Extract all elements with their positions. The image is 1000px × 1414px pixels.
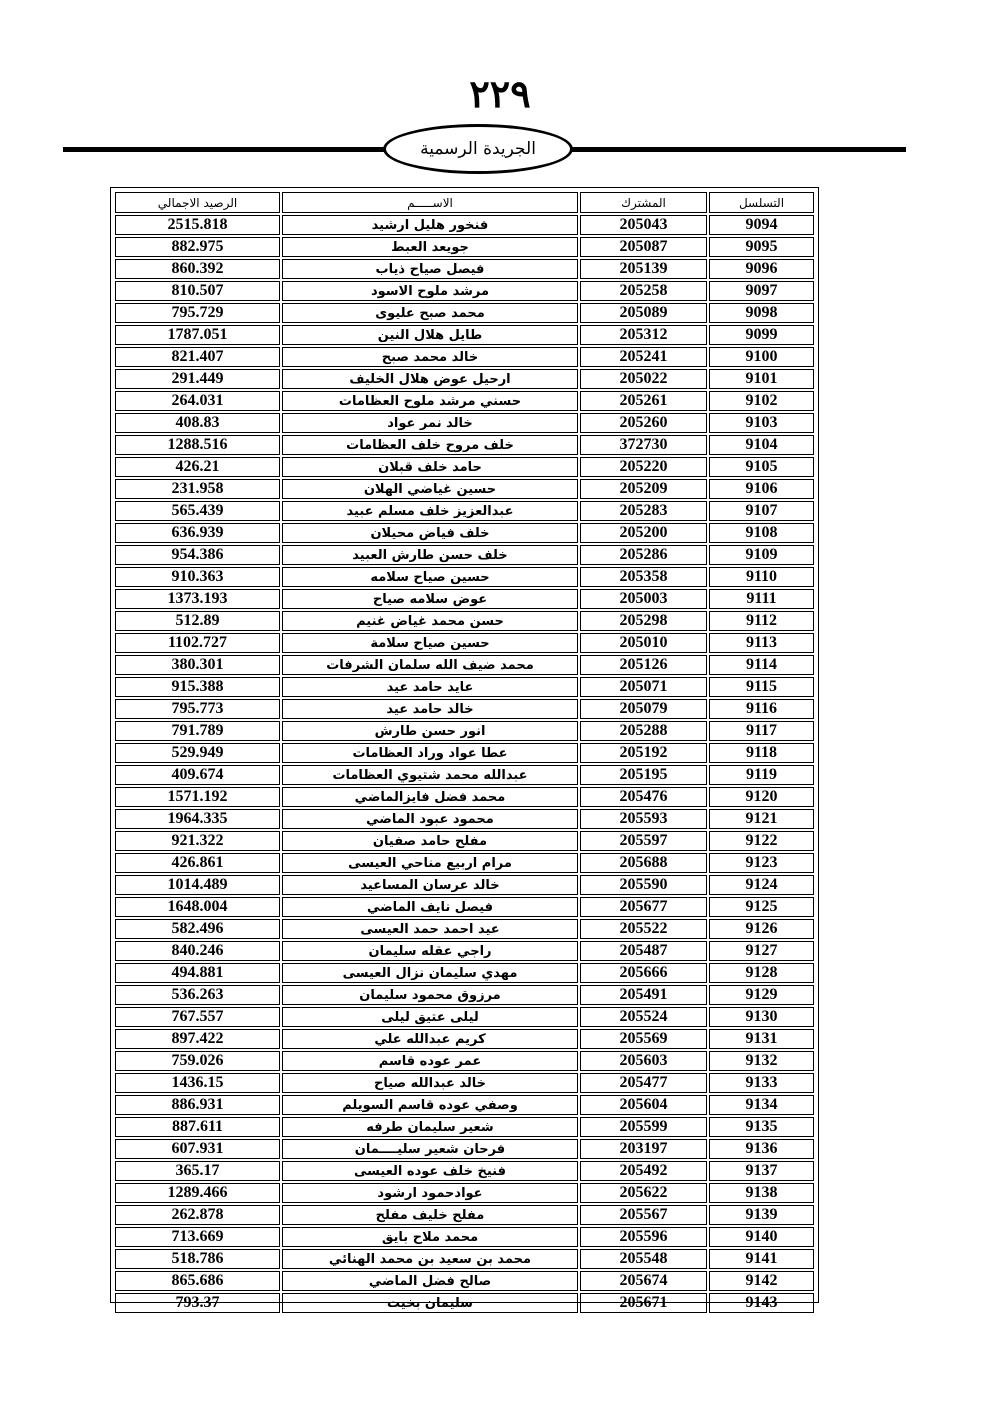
balance-cell: 582.496 xyxy=(115,919,280,939)
subscriber-cell: 205603 xyxy=(580,1051,707,1071)
table-row xyxy=(115,215,814,235)
table-row xyxy=(115,765,814,785)
serial-cell: 9138 xyxy=(709,1183,814,1203)
serial-cell: 9110 xyxy=(709,567,814,587)
balance-cell: 954.386 xyxy=(115,545,280,565)
name-cell: راجي عقله سليمان xyxy=(282,941,578,961)
subscriber-cell: 205126 xyxy=(580,655,707,675)
serial-cell: 9098 xyxy=(709,303,814,323)
subscriber-cell: 205477 xyxy=(580,1073,707,1093)
balance-cell: 897.422 xyxy=(115,1029,280,1049)
balance-cell: 791.789 xyxy=(115,721,280,741)
subscriber-cell: 205022 xyxy=(580,369,707,389)
subscriber-cell: 205666 xyxy=(580,963,707,983)
serial-cell: 9129 xyxy=(709,985,814,1005)
table-body xyxy=(115,215,814,1313)
balance-cell: 1014.489 xyxy=(115,875,280,895)
balance-cell: 607.931 xyxy=(115,1139,280,1159)
balance-cell: 1289.466 xyxy=(115,1183,280,1203)
table-row xyxy=(115,413,814,433)
name-cell: عوض سلامه صياح xyxy=(282,589,578,609)
subscriber-cell: 205593 xyxy=(580,809,707,829)
serial-cell: 9099 xyxy=(709,325,814,345)
table-row xyxy=(115,1117,814,1137)
subscriber-cell: 205200 xyxy=(580,523,707,543)
name-cell: عبدالله محمد شتيوي العظامات xyxy=(282,765,578,785)
subscriber-cell: 205192 xyxy=(580,743,707,763)
subscriber-cell: 205087 xyxy=(580,237,707,257)
serial-cell: 9103 xyxy=(709,413,814,433)
column-header-balance: الرصيد الاجمالي xyxy=(115,192,280,213)
table-row xyxy=(115,721,814,741)
name-cell: مرزوق محمود سليمان xyxy=(282,985,578,1005)
serial-cell: 9102 xyxy=(709,391,814,411)
subscriber-cell: 205548 xyxy=(580,1249,707,1269)
serial-cell: 9118 xyxy=(709,743,814,763)
serial-cell: 9095 xyxy=(709,237,814,257)
subscriber-cell: 205195 xyxy=(580,765,707,785)
serial-cell: 9120 xyxy=(709,787,814,807)
name-cell: طايل هلال النين xyxy=(282,325,578,345)
table-row xyxy=(115,677,814,697)
balance-cell: 887.611 xyxy=(115,1117,280,1137)
balance-cell: 426.21 xyxy=(115,457,280,477)
table-row xyxy=(115,1139,814,1159)
balance-cell: 759.026 xyxy=(115,1051,280,1071)
serial-cell: 9112 xyxy=(709,611,814,631)
serial-cell: 9136 xyxy=(709,1139,814,1159)
balance-cell: 795.729 xyxy=(115,303,280,323)
name-cell: فيصل نايف الماضي xyxy=(282,897,578,917)
name-cell: جويعد العبط xyxy=(282,237,578,257)
balance-cell: 1648.004 xyxy=(115,897,280,917)
serial-cell: 9114 xyxy=(709,655,814,675)
serial-cell: 9134 xyxy=(709,1095,814,1115)
serial-cell: 9111 xyxy=(709,589,814,609)
subscriber-cell: 203197 xyxy=(580,1139,707,1159)
subscriber-cell: 205604 xyxy=(580,1095,707,1115)
subscriber-cell: 205288 xyxy=(580,721,707,741)
subscriber-cell: 205599 xyxy=(580,1117,707,1137)
balance-cell: 426.861 xyxy=(115,853,280,873)
name-cell: كريم عبدالله علي xyxy=(282,1029,578,1049)
table-row xyxy=(115,567,814,587)
table-row xyxy=(115,1227,814,1247)
subscriber-cell: 205089 xyxy=(580,303,707,323)
table-row xyxy=(115,655,814,675)
serial-cell: 9135 xyxy=(709,1117,814,1137)
subscriber-cell: 205043 xyxy=(580,215,707,235)
balance-cell: 262.878 xyxy=(115,1205,280,1225)
name-cell: فنيخ خلف عوده العيسى xyxy=(282,1161,578,1181)
subscriber-cell: 205220 xyxy=(580,457,707,477)
balance-cell: 1102.727 xyxy=(115,633,280,653)
name-cell: مفلح خليف مفلح xyxy=(282,1205,578,1225)
table-row xyxy=(115,1249,814,1269)
subscriber-cell: 205677 xyxy=(580,897,707,917)
balance-cell: 865.686 xyxy=(115,1271,280,1291)
name-cell: فرحان شعير سليــــمان xyxy=(282,1139,578,1159)
name-cell: مفلح حامد صفيان xyxy=(282,831,578,851)
subscriber-cell: 205071 xyxy=(580,677,707,697)
table-row xyxy=(115,787,814,807)
subscriber-cell: 205261 xyxy=(580,391,707,411)
subscriber-cell: 205298 xyxy=(580,611,707,631)
table-row xyxy=(115,435,814,455)
table-row xyxy=(115,281,814,301)
name-cell: فيصل صياح ذياب xyxy=(282,259,578,279)
name-cell: مرشد ملوح الاسود xyxy=(282,281,578,301)
balance-cell: 264.031 xyxy=(115,391,280,411)
table-row xyxy=(115,1095,814,1115)
serial-cell: 9100 xyxy=(709,347,814,367)
page-number: ٢٢٩ xyxy=(469,71,531,116)
table-row xyxy=(115,589,814,609)
table-row xyxy=(115,347,814,367)
table-row xyxy=(115,897,814,917)
name-cell: حسين غياضي الهلان xyxy=(282,479,578,499)
table-row xyxy=(115,1051,814,1071)
name-cell: مرام اربيع مناحي العيسى xyxy=(282,853,578,873)
subscriber-cell: 205258 xyxy=(580,281,707,301)
name-cell: وصفي عوده قاسم السويلم xyxy=(282,1095,578,1115)
balance-cell: 2515.818 xyxy=(115,215,280,235)
balance-cell: 767.557 xyxy=(115,1007,280,1027)
table-row xyxy=(115,831,814,851)
name-cell: خلف مروح خلف العظامات xyxy=(282,435,578,455)
table-row xyxy=(115,699,814,719)
balance-cell: 365.17 xyxy=(115,1161,280,1181)
name-cell: محمد ملاح بايق xyxy=(282,1227,578,1247)
subscriber-balance-table xyxy=(113,190,816,1315)
subscriber-cell: 205079 xyxy=(580,699,707,719)
balance-cell: 921.322 xyxy=(115,831,280,851)
name-cell: ليلى عتيق ليلى xyxy=(282,1007,578,1027)
balance-cell: 840.246 xyxy=(115,941,280,961)
subscriber-cell: 205569 xyxy=(580,1029,707,1049)
name-cell: عطا عواد وراد العظامات xyxy=(282,743,578,763)
name-cell: صالح فضل الماضي xyxy=(282,1271,578,1291)
table-row xyxy=(115,1073,814,1093)
serial-cell: 9137 xyxy=(709,1161,814,1181)
balance-cell: 231.958 xyxy=(115,479,280,499)
subscriber-cell: 205674 xyxy=(580,1271,707,1291)
serial-cell: 9131 xyxy=(709,1029,814,1049)
name-cell: خالد محمد صبح xyxy=(282,347,578,367)
serial-cell: 9133 xyxy=(709,1073,814,1093)
subscriber-cell: 205622 xyxy=(580,1183,707,1203)
subscriber-cell: 205283 xyxy=(580,501,707,521)
table-row xyxy=(115,369,814,389)
subscriber-cell: 205487 xyxy=(580,941,707,961)
serial-cell: 9108 xyxy=(709,523,814,543)
serial-cell: 9104 xyxy=(709,435,814,455)
table-row xyxy=(115,611,814,631)
publication-title: الجريدة الرسمية xyxy=(420,139,536,159)
name-cell: خالد حامد عيد xyxy=(282,699,578,719)
name-cell: خلف حسن طارش العبيد xyxy=(282,545,578,565)
balance-cell: 1436.15 xyxy=(115,1073,280,1093)
serial-cell: 9119 xyxy=(709,765,814,785)
subscriber-cell: 205522 xyxy=(580,919,707,939)
serial-cell: 9143 xyxy=(709,1293,814,1313)
name-cell: انور حسن طارش xyxy=(282,721,578,741)
serial-cell: 9106 xyxy=(709,479,814,499)
balance-cell: 882.975 xyxy=(115,237,280,257)
name-cell: فنخور هليل ارشيد xyxy=(282,215,578,235)
serial-cell: 9142 xyxy=(709,1271,814,1291)
serial-cell: 9126 xyxy=(709,919,814,939)
balance-cell: 408.83 xyxy=(115,413,280,433)
table-row xyxy=(115,963,814,983)
subscriber-cell: 205139 xyxy=(580,259,707,279)
serial-cell: 9101 xyxy=(709,369,814,389)
table-row xyxy=(115,259,814,279)
balance-cell: 915.388 xyxy=(115,677,280,697)
subscriber-cell: 205590 xyxy=(580,875,707,895)
table-row xyxy=(115,919,814,939)
balance-cell: 518.786 xyxy=(115,1249,280,1269)
table-row xyxy=(115,853,814,873)
table-row xyxy=(115,479,814,499)
table-row xyxy=(115,1029,814,1049)
name-cell: خالد عرسان المساعيد xyxy=(282,875,578,895)
balance-cell: 494.881 xyxy=(115,963,280,983)
balance-cell: 636.939 xyxy=(115,523,280,543)
serial-cell: 9116 xyxy=(709,699,814,719)
table-row xyxy=(115,501,814,521)
table-row xyxy=(115,303,814,323)
subscriber-cell: 205524 xyxy=(580,1007,707,1027)
serial-cell: 9127 xyxy=(709,941,814,961)
subscriber-cell: 205596 xyxy=(580,1227,707,1247)
name-cell: محمد صبح عليوى xyxy=(282,303,578,323)
balance-cell: 529.949 xyxy=(115,743,280,763)
table-row xyxy=(115,1205,814,1225)
serial-cell: 9121 xyxy=(709,809,814,829)
balance-cell: 886.931 xyxy=(115,1095,280,1115)
name-cell: حسن محمد غياض غنيم xyxy=(282,611,578,631)
name-cell: عبدالعزيز خلف مسلم عبيد xyxy=(282,501,578,521)
table-row xyxy=(115,325,814,345)
table-row xyxy=(115,1183,814,1203)
publication-title-badge xyxy=(383,124,573,174)
name-cell: حسني مرشد ملوح العظامات xyxy=(282,391,578,411)
name-cell: خلف فياض محيلان xyxy=(282,523,578,543)
name-cell: عمر عوده قاسم xyxy=(282,1051,578,1071)
serial-cell: 9097 xyxy=(709,281,814,301)
balance-cell: 565.439 xyxy=(115,501,280,521)
serial-cell: 9123 xyxy=(709,853,814,873)
subscriber-cell: 205010 xyxy=(580,633,707,653)
balance-cell: 910.363 xyxy=(115,567,280,587)
subscriber-cell: 205286 xyxy=(580,545,707,565)
name-cell: محمد بن سعيد بن محمد الهنائي xyxy=(282,1249,578,1269)
column-header-subscriber: المشترك xyxy=(580,192,707,213)
subscriber-cell: 372730 xyxy=(580,435,707,455)
name-cell: شعير سليمان طرفه xyxy=(282,1117,578,1137)
serial-cell: 9140 xyxy=(709,1227,814,1247)
table-row xyxy=(115,743,814,763)
name-cell: سليمان بخيت xyxy=(282,1293,578,1313)
subscriber-cell: 205492 xyxy=(580,1161,707,1181)
name-cell: ارحيل عوض هلال الخليف xyxy=(282,369,578,389)
serial-cell: 9125 xyxy=(709,897,814,917)
subscriber-cell: 205671 xyxy=(580,1293,707,1313)
subscriber-cell: 205241 xyxy=(580,347,707,367)
name-cell: حامد خلف قبلان xyxy=(282,457,578,477)
subscriber-cell: 205491 xyxy=(580,985,707,1005)
table-header-row xyxy=(115,192,814,213)
balance-cell: 795.773 xyxy=(115,699,280,719)
name-cell: محمد فضل فايزالماضي xyxy=(282,787,578,807)
table-row xyxy=(115,1007,814,1027)
balance-cell: 380.301 xyxy=(115,655,280,675)
balance-cell: 713.669 xyxy=(115,1227,280,1247)
subscriber-cell: 205312 xyxy=(580,325,707,345)
serial-cell: 9105 xyxy=(709,457,814,477)
subscriber-cell: 205209 xyxy=(580,479,707,499)
name-cell: محمود عبود الماضي xyxy=(282,809,578,829)
serial-cell: 9117 xyxy=(709,721,814,741)
serial-cell: 9124 xyxy=(709,875,814,895)
balance-cell: 821.407 xyxy=(115,347,280,367)
name-cell: عيد احمد حمد العيسى xyxy=(282,919,578,939)
name-cell: عوادحمود ارشود xyxy=(282,1183,578,1203)
serial-cell: 9132 xyxy=(709,1051,814,1071)
balance-cell: 1571.192 xyxy=(115,787,280,807)
column-header-name: الاســـــم xyxy=(282,192,578,213)
name-cell: حسين صياح سلامة xyxy=(282,633,578,653)
table-row xyxy=(115,875,814,895)
balance-cell: 810.507 xyxy=(115,281,280,301)
serial-cell: 9109 xyxy=(709,545,814,565)
balance-cell: 1373.193 xyxy=(115,589,280,609)
subscriber-cell: 205358 xyxy=(580,567,707,587)
table-row xyxy=(115,523,814,543)
serial-cell: 9115 xyxy=(709,677,814,697)
table-row xyxy=(115,809,814,829)
serial-cell: 9141 xyxy=(709,1249,814,1269)
table-row xyxy=(115,985,814,1005)
serial-cell: 9113 xyxy=(709,633,814,653)
table-row xyxy=(115,1293,814,1313)
balance-cell: 793.37 xyxy=(115,1293,280,1313)
name-cell: محمد ضيف الله سلمان الشرفات xyxy=(282,655,578,675)
subscriber-cell: 205003 xyxy=(580,589,707,609)
table-row xyxy=(115,545,814,565)
serial-cell: 9130 xyxy=(709,1007,814,1027)
balance-cell: 1288.516 xyxy=(115,435,280,455)
name-cell: عايد حامد عيد xyxy=(282,677,578,697)
serial-cell: 9128 xyxy=(709,963,814,983)
serial-cell: 9107 xyxy=(709,501,814,521)
serial-cell: 9096 xyxy=(709,259,814,279)
table-row xyxy=(115,633,814,653)
table-row xyxy=(115,1271,814,1291)
name-cell: خالد نمر عواد xyxy=(282,413,578,433)
column-header-serial: التسلسل xyxy=(709,192,814,213)
subscriber-cell: 205260 xyxy=(580,413,707,433)
table-row xyxy=(115,391,814,411)
serial-cell: 9122 xyxy=(709,831,814,851)
balance-cell: 1787.051 xyxy=(115,325,280,345)
table-row xyxy=(115,1161,814,1181)
subscriber-cell: 205476 xyxy=(580,787,707,807)
name-cell: خالد عبدالله صياح xyxy=(282,1073,578,1093)
table-row xyxy=(115,941,814,961)
table-row xyxy=(115,237,814,257)
balance-cell: 512.89 xyxy=(115,611,280,631)
balance-cell: 536.263 xyxy=(115,985,280,1005)
serial-cell: 9139 xyxy=(709,1205,814,1225)
balance-cell: 1964.335 xyxy=(115,809,280,829)
serial-cell: 9094 xyxy=(709,215,814,235)
subscriber-cell: 205567 xyxy=(580,1205,707,1225)
subscriber-cell: 205597 xyxy=(580,831,707,851)
table-row xyxy=(115,457,814,477)
name-cell: حسين صياح سلامه xyxy=(282,567,578,587)
name-cell: مهدي سليمان نزال العيسى xyxy=(282,963,578,983)
balance-cell: 291.449 xyxy=(115,369,280,389)
balance-cell: 409.674 xyxy=(115,765,280,785)
balance-cell: 860.392 xyxy=(115,259,280,279)
subscriber-cell: 205688 xyxy=(580,853,707,873)
subscriber-balance-table-frame xyxy=(110,187,819,1311)
